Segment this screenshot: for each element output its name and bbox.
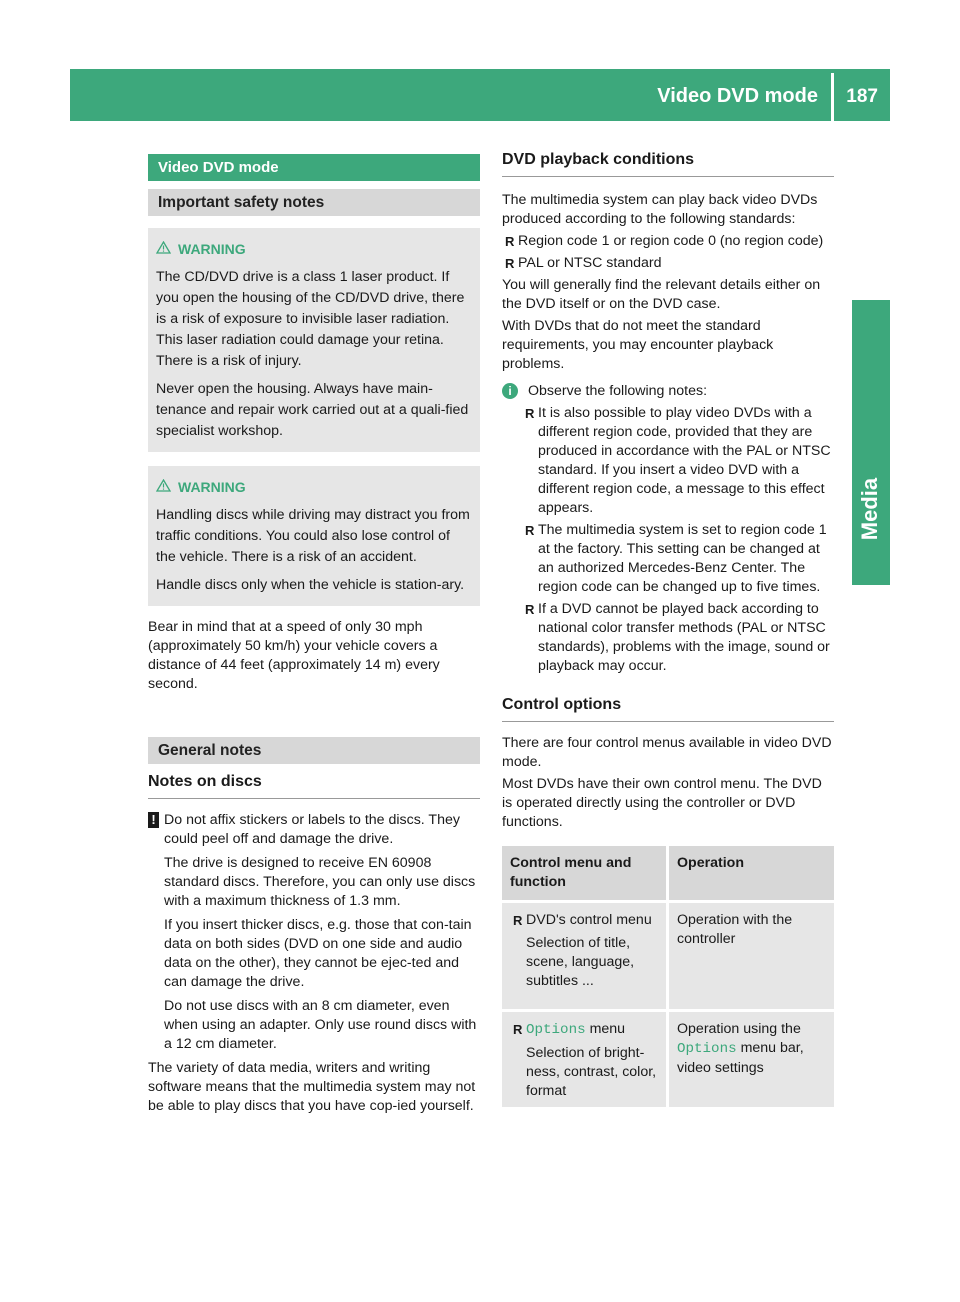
- page-header-bar: [70, 69, 890, 121]
- disc-notes: [148, 811, 480, 1054]
- info-note: [502, 382, 834, 401]
- section-title: Video DVD mode: [148, 154, 480, 181]
- speed-note: Bear in mind that at a speed of only 30 mph (approximately 50 km/h) your vehicle covers a distance of 44 feet (approximately 14 m) every second.: [148, 619, 440, 692]
- warning-label: WARNING: [178, 479, 246, 495]
- playback-text: You will generally find the relevant details either on the DVD itself or on the DVD case.: [502, 277, 821, 312]
- info-bullets: [502, 404, 834, 676]
- list-item: R Region code 1 or region code 0 (no region code): [502, 232, 834, 251]
- general-notes-heading: General notes: [148, 737, 480, 764]
- info-text: Observe the following notes:: [528, 383, 708, 399]
- table-menu-desc: Selection of bright-ness, contrast, color, format: [526, 1045, 657, 1099]
- control-text: Most DVDs have their own control menu. The DVD is operated directly using the controller or DVD functions.: [502, 776, 822, 830]
- table-operation: Operation with the controller: [669, 903, 834, 1009]
- disc-note: Do not use discs with an 8 cm diameter, even when using an adapter. Only use round discs with a 12 cm diameter.: [164, 998, 477, 1052]
- list-item: R The multimedia system is set to region code 1 at the factory. This setting can be changed at an authorized Mercedes-Benz Center. The region code can be changed up to five times.: [522, 521, 834, 597]
- disc-note: The drive is designed to receive EN 60908 standard discs. Therefore, you can only use discs with a maximum thickness of 1.3 mm.: [164, 855, 476, 909]
- info-icon: i: [502, 383, 518, 399]
- page-header-title: Video DVD mode: [657, 85, 818, 107]
- list-item: R PAL or NTSC standard: [502, 254, 834, 273]
- control-options-heading: Control options: [502, 695, 834, 722]
- control-menu-table: [502, 846, 834, 1107]
- playback-text: With DVDs that do not meet the standard requirements, you may encounter playback problems.: [502, 318, 774, 372]
- disc-note: If you insert thicker discs, e.g. those that con-tain data on both sides (DVD on one side and audio data on the other), they cannot be ejec-ted and can damage the drive.: [164, 917, 472, 990]
- discs-heading: Notes on discs: [148, 772, 480, 799]
- warning-text: Handle discs only when the vehicle is station-ary.: [156, 577, 465, 593]
- control-text: There are four control menus available in video DVD mode.: [502, 735, 832, 770]
- disc-note: Do not affix stickers or labels to the discs. They could peel off and damage the drive.: [164, 812, 460, 847]
- warning-text: Never open the housing. Always have main-tenance and repair work carried out at a quali-fied specialist workshop.: [156, 381, 469, 439]
- playback-intro: The multimedia system can play back video DVDs produced according to the following standards:: [502, 192, 818, 227]
- safety-notes-heading: Important safety notes: [148, 189, 480, 216]
- warning-box-distraction: [148, 466, 480, 606]
- options-softkey: Options: [526, 1022, 586, 1038]
- table-menu-desc: Selection of title, scene, language, subtitles ...: [526, 935, 635, 989]
- list-item: R If a DVD cannot be played back according to national color transfer methods (PAL or NTSC standards), problems with the image, sound or playback may occur.: [522, 600, 834, 676]
- chapter-tab: [852, 300, 890, 585]
- warning-triangle-icon: [156, 240, 172, 259]
- warning-label: WARNING: [178, 241, 246, 257]
- header-divider: [831, 73, 834, 121]
- options-softkey: Options: [677, 1041, 737, 1057]
- table-row: R Options menu Selection of bright-ness, contrast, color, format Operation using the Options menu bar, video settings: [502, 1012, 834, 1107]
- warning-text: The CD/DVD drive is a class 1 laser product. If you open the housing of the CD/DVD drive, there is a risk of exposure to invisible laser radiation. This laser radiation could damage your retina. There is a risk of injury.: [156, 269, 465, 369]
- table-operation: Operation using the Options menu bar, video settings: [669, 1012, 834, 1107]
- table-row: [502, 903, 834, 1009]
- table-menu-name: R DVD's control menu: [510, 911, 658, 930]
- warning-box-laser: [148, 228, 480, 452]
- chapter-tab-label: Media: [857, 477, 882, 541]
- caution-mark-icon: !: [148, 812, 159, 828]
- left-column: [148, 154, 480, 1123]
- table-header: Control menu and function: [502, 846, 669, 900]
- warning-text: Handling discs while driving may distract you from traffic conditions. You could also lose control of the vehicle. There is a risk of an accident.: [156, 507, 470, 565]
- list-item: R It is also possible to play video DVDs with a different region code, provided that they are produced in accordance with the PAL or NTSC standard. If you insert a video DVD with a different region code, a message to this effect appears.: [522, 404, 834, 518]
- playback-conditions-heading: DVD playback conditions: [502, 150, 834, 177]
- page-number: 187: [846, 86, 878, 107]
- media-note: The variety of data media, writers and writing software means that the multimedia system may not be able to play discs that you have cop-ied yourself.: [148, 1060, 476, 1114]
- table-header: Operation: [669, 846, 834, 900]
- right-column: [502, 150, 834, 1107]
- warning-triangle-icon: [156, 478, 172, 497]
